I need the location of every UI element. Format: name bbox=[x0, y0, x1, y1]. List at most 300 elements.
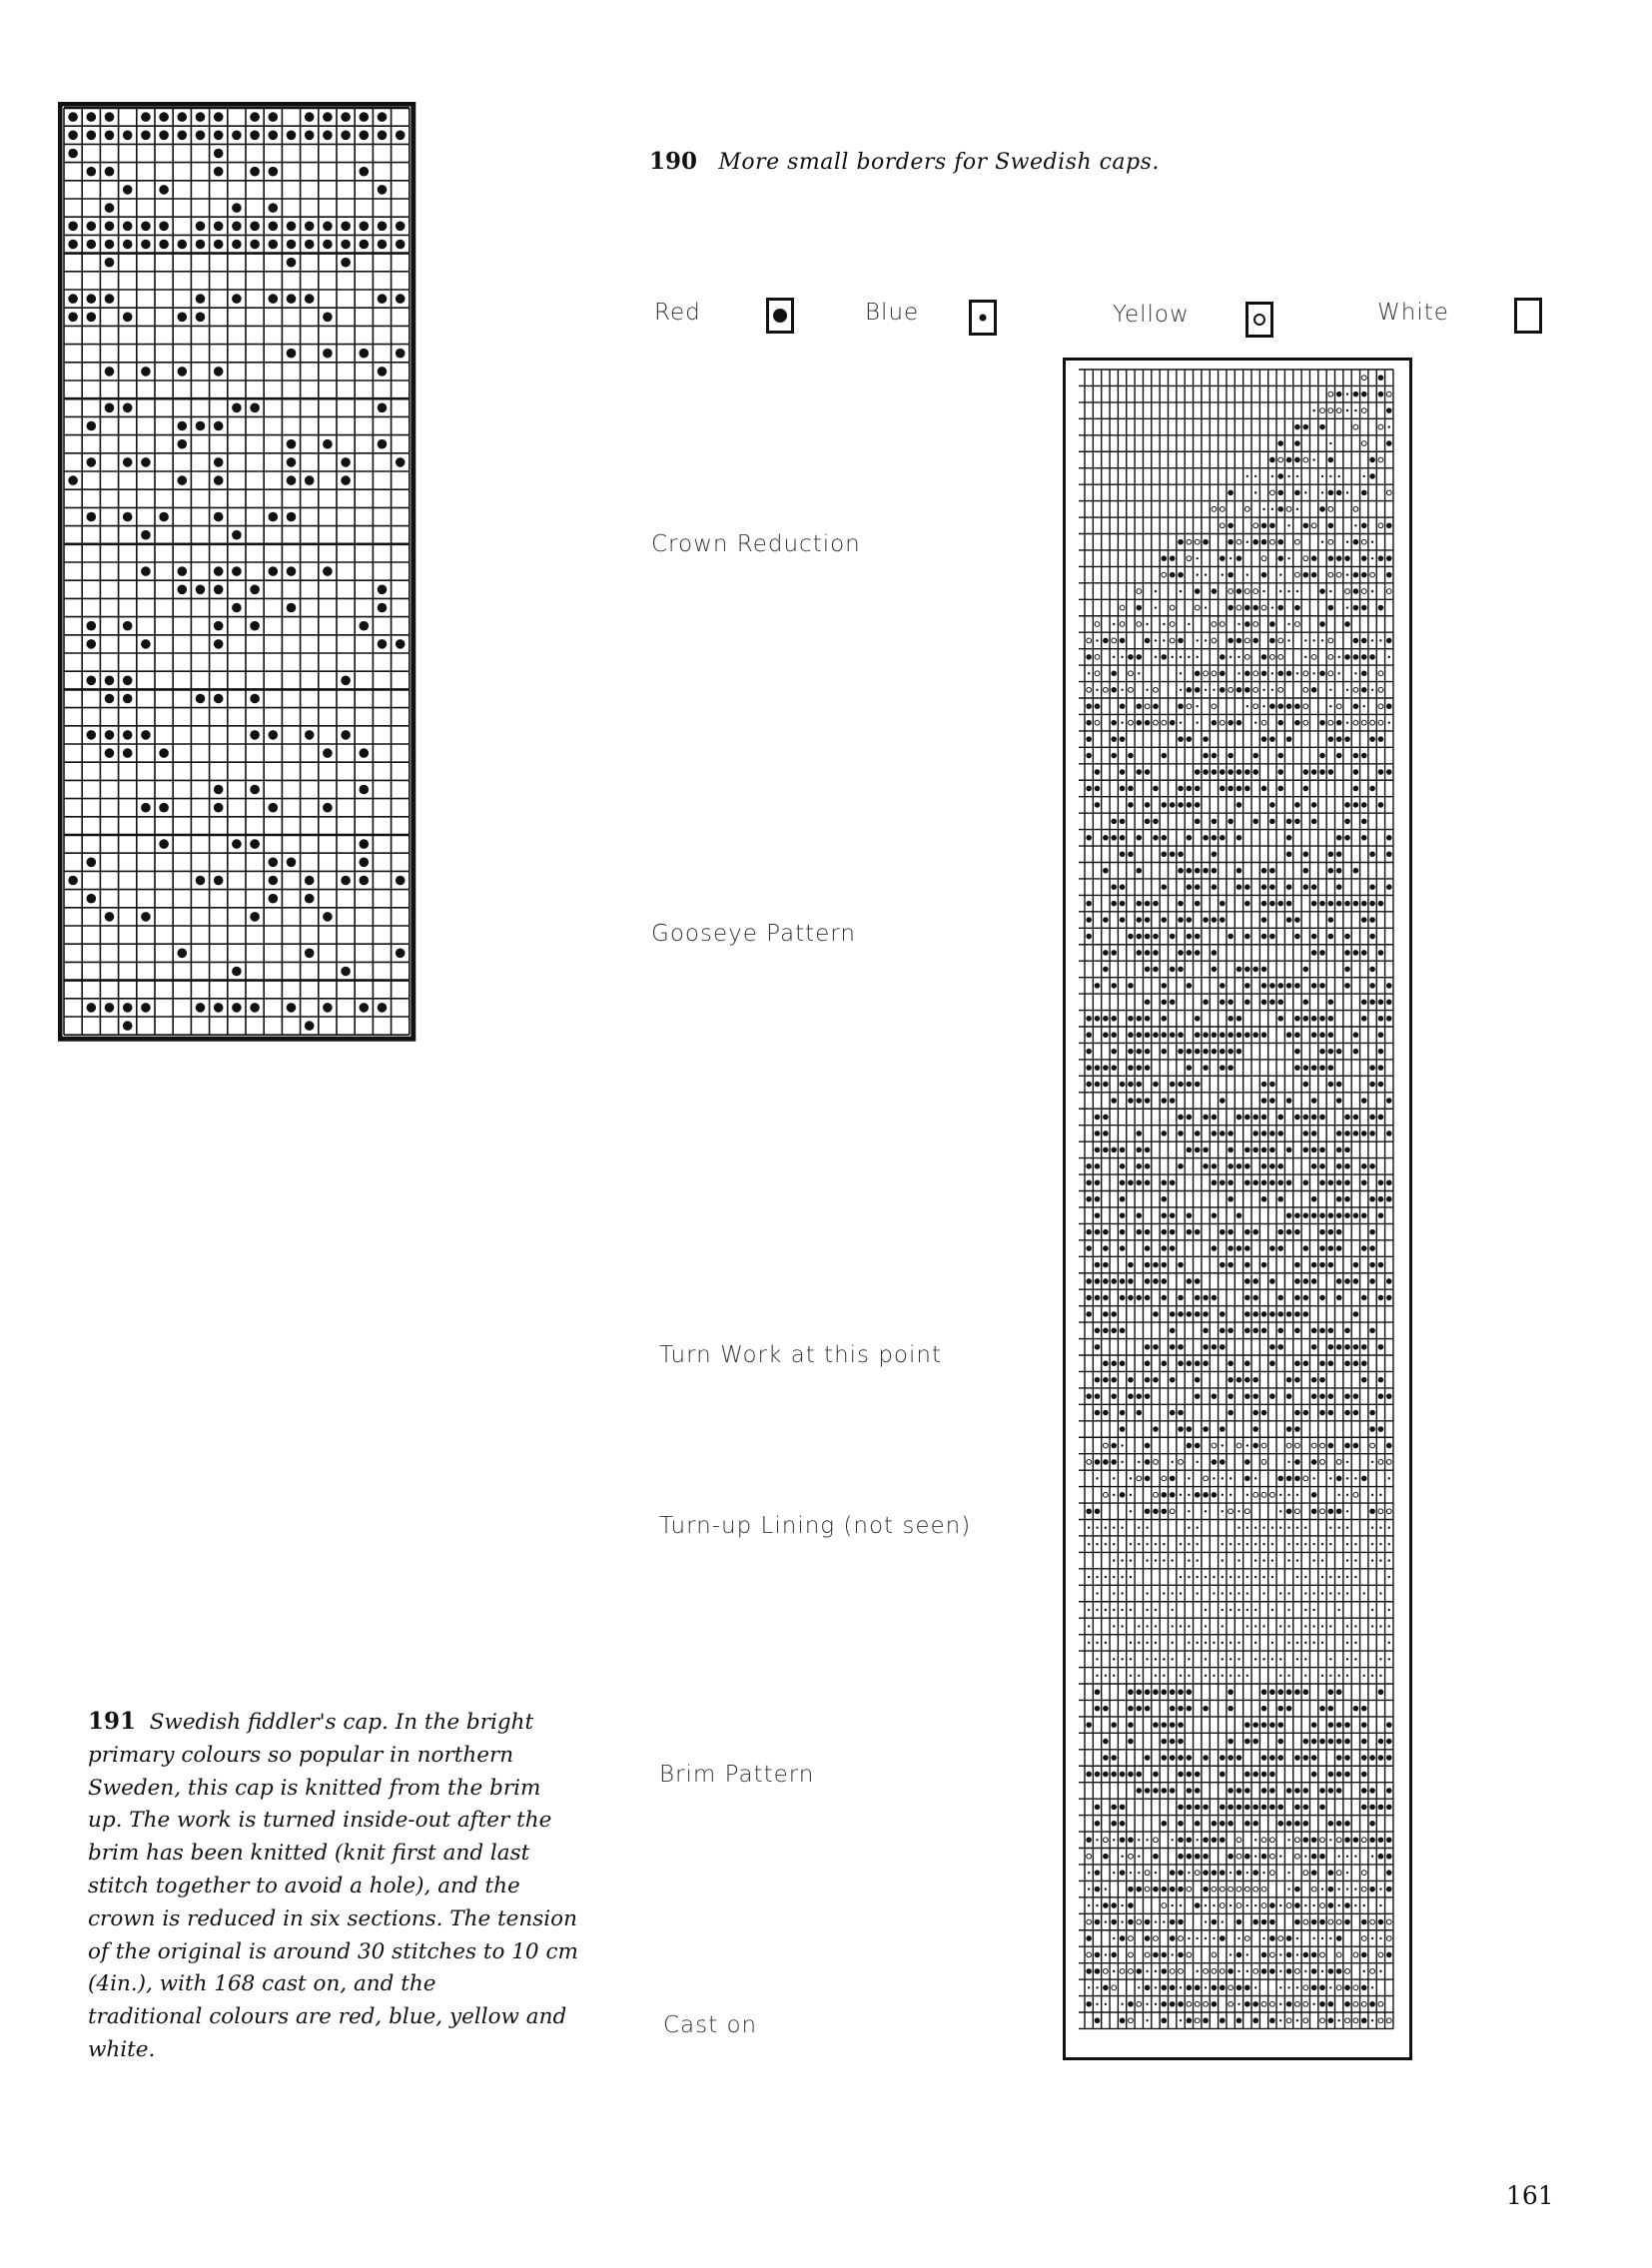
stitch-dot bbox=[1328, 1706, 1334, 1712]
stitch-dot bbox=[1336, 408, 1341, 413]
stitch-dot bbox=[1344, 802, 1350, 808]
stitch-dot bbox=[1230, 1658, 1232, 1660]
stitch-dot bbox=[1162, 555, 1168, 561]
stitch-dot bbox=[1279, 1986, 1281, 1988]
stitch-dot bbox=[1244, 605, 1250, 611]
stitch-dot bbox=[214, 167, 224, 177]
stitch-dot bbox=[1329, 475, 1331, 477]
stitch-dot bbox=[1162, 917, 1168, 923]
stitch-dot bbox=[1111, 1821, 1117, 1827]
stitch-dot bbox=[1162, 1968, 1168, 1974]
stitch-dot bbox=[1369, 1082, 1375, 1088]
stitch-dot bbox=[1244, 506, 1249, 511]
stitch-dot bbox=[1286, 884, 1292, 890]
stitch-dot bbox=[1237, 1805, 1242, 1811]
stitch-dot bbox=[1162, 884, 1168, 890]
stitch-dot bbox=[1344, 1393, 1350, 1399]
stitch-dot bbox=[1220, 1985, 1226, 1991]
stitch-dot bbox=[1369, 1163, 1375, 1169]
stitch-dot bbox=[1312, 639, 1314, 641]
stitch-dot bbox=[123, 621, 133, 631]
stitch-dot bbox=[1203, 539, 1209, 545]
stitch-dot bbox=[1321, 1937, 1323, 1939]
stitch-dot bbox=[1103, 1032, 1109, 1038]
cap-chart-right bbox=[1063, 358, 1412, 2060]
stitch-dot bbox=[1095, 1377, 1101, 1383]
stitch-dot bbox=[1128, 786, 1134, 792]
stitch-dot bbox=[1195, 2001, 1200, 2006]
stitch-dot bbox=[1096, 1904, 1098, 1906]
stitch-dot bbox=[1145, 1935, 1151, 1941]
stitch-dot bbox=[1294, 1328, 1300, 1334]
stitch-dot bbox=[1212, 967, 1218, 973]
stitch-dot bbox=[1336, 1476, 1342, 1482]
stitch-dot bbox=[1378, 2001, 1383, 2006]
stitch-dot bbox=[1095, 622, 1100, 627]
stitch-dot bbox=[1361, 835, 1367, 841]
stitch-dot bbox=[1269, 1393, 1275, 1399]
stitch-dot bbox=[1128, 1837, 1134, 1843]
stitch-dot bbox=[1237, 1952, 1242, 1958]
stitch-dot bbox=[269, 876, 279, 886]
stitch-dot bbox=[1386, 1131, 1392, 1136]
stitch-dot bbox=[1136, 1179, 1142, 1185]
stitch-dot bbox=[87, 457, 97, 467]
stitch-dot bbox=[1154, 1492, 1159, 1497]
stitch-dot bbox=[1180, 1904, 1182, 1906]
stitch-dot bbox=[1146, 1658, 1148, 1660]
stitch-dot bbox=[1246, 1953, 1248, 1955]
stitch-dot bbox=[1103, 1854, 1109, 1860]
stitch-dot bbox=[178, 566, 188, 576]
stitch-dot bbox=[1361, 1706, 1367, 1712]
stitch-dot bbox=[1103, 1229, 1109, 1235]
stitch-dot bbox=[1113, 1494, 1115, 1496]
stitch-dot bbox=[250, 1003, 260, 1013]
stitch-dot bbox=[1103, 917, 1109, 923]
stitch-dot bbox=[1128, 1032, 1134, 1038]
stitch-dot bbox=[287, 131, 297, 141]
stitch-dot bbox=[1303, 704, 1308, 709]
stitch-dot bbox=[68, 313, 78, 323]
stitch-dot bbox=[1388, 1625, 1390, 1627]
stitch-dot bbox=[178, 240, 188, 250]
stitch-dot bbox=[1153, 1082, 1159, 1088]
stitch-dot bbox=[1262, 590, 1264, 592]
stitch-dot bbox=[1129, 1968, 1134, 1973]
stitch-dot bbox=[1180, 1675, 1182, 1677]
stitch-dot bbox=[1136, 1163, 1142, 1169]
stitch-dot bbox=[1096, 1986, 1098, 1988]
stitch-dot bbox=[1336, 1739, 1342, 1745]
stitch-dot bbox=[1386, 1870, 1392, 1876]
stitch-dot bbox=[1321, 1576, 1323, 1578]
stitch-dot bbox=[1328, 539, 1333, 544]
stitch-dot bbox=[1261, 1838, 1266, 1843]
stitch-dot bbox=[1187, 786, 1193, 792]
stitch-dot bbox=[1179, 1460, 1184, 1465]
stitch-dot bbox=[1187, 539, 1192, 544]
stitch-dot bbox=[1129, 2018, 1134, 2023]
stitch-dot bbox=[1095, 1278, 1101, 1284]
stitch-dot bbox=[1253, 687, 1258, 692]
stitch-dot bbox=[1261, 1262, 1267, 1268]
stitch-dot bbox=[1378, 1344, 1384, 1350]
stitch-dot bbox=[1113, 1675, 1115, 1677]
stitch-dot bbox=[1302, 1131, 1308, 1136]
stitch-dot bbox=[1346, 1559, 1348, 1561]
border-chart-left bbox=[58, 102, 417, 1046]
stitch-dot bbox=[1261, 983, 1267, 989]
stitch-dot bbox=[1386, 1016, 1392, 1022]
stitch-dot bbox=[1286, 1229, 1292, 1235]
stitch-dot bbox=[1113, 1559, 1115, 1561]
stitch-dot bbox=[1328, 671, 1333, 676]
stitch-dot bbox=[1320, 1509, 1325, 1514]
stitch-dot bbox=[1244, 1278, 1250, 1284]
stitch-dot bbox=[1312, 1642, 1314, 1644]
stitch-dot bbox=[105, 367, 115, 377]
stitch-dot bbox=[1111, 1919, 1117, 1925]
stitch-dot bbox=[141, 530, 151, 540]
stitch-dot bbox=[1121, 1658, 1123, 1660]
stitch-dot bbox=[1120, 1163, 1126, 1169]
stitch-dot bbox=[1103, 1410, 1109, 1416]
stitch-dot bbox=[1145, 1443, 1151, 1449]
stitch-dot bbox=[1178, 1887, 1184, 1892]
stitch-dot bbox=[1238, 623, 1239, 625]
stitch-dot bbox=[1369, 1508, 1375, 1514]
stitch-dot bbox=[1386, 1854, 1392, 1860]
stitch-dot bbox=[1261, 868, 1267, 874]
stitch-dot bbox=[1095, 1459, 1101, 1465]
stitch-dot bbox=[1162, 1098, 1168, 1104]
stitch-dot bbox=[1371, 1675, 1373, 1677]
stitch-dot bbox=[1130, 1642, 1132, 1644]
stitch-dot bbox=[1244, 1295, 1250, 1301]
stitch-dot bbox=[1262, 705, 1264, 707]
stitch-dot bbox=[1204, 671, 1209, 676]
stitch-dot bbox=[1252, 1919, 1258, 1925]
stitch-dot bbox=[1136, 1393, 1142, 1399]
stitch-dot bbox=[1178, 1163, 1184, 1169]
stitch-dot bbox=[1311, 1508, 1317, 1514]
stitch-dot bbox=[1086, 720, 1092, 726]
stitch-dot bbox=[1120, 1410, 1126, 1416]
stitch-dot bbox=[1311, 1377, 1317, 1383]
stitch-dot bbox=[1344, 1360, 1350, 1366]
stitch-dot bbox=[1336, 736, 1342, 742]
stitch-dot bbox=[1237, 720, 1242, 726]
stitch-dot bbox=[1312, 1592, 1314, 1594]
stitch-dot bbox=[269, 240, 279, 250]
stitch-dot bbox=[1312, 1609, 1314, 1611]
stitch-dot bbox=[269, 294, 279, 304]
stitch-dot bbox=[1195, 786, 1201, 792]
stitch-dot bbox=[1237, 835, 1242, 841]
stitch-dot bbox=[1336, 1098, 1342, 1104]
stitch-dot bbox=[1361, 1295, 1367, 1301]
stitch-dot bbox=[1128, 983, 1134, 989]
stitch-dot bbox=[1277, 720, 1283, 726]
stitch-dot bbox=[1163, 1559, 1165, 1561]
stitch-dot bbox=[1113, 1477, 1115, 1479]
stitch-dot bbox=[1287, 524, 1289, 526]
stitch-dot bbox=[1261, 1755, 1267, 1761]
stitch-dot bbox=[105, 112, 115, 122]
stitch-dot bbox=[1369, 901, 1375, 907]
stitch-dot bbox=[1294, 1788, 1300, 1794]
stitch-dot bbox=[1361, 1131, 1367, 1136]
stitch-dot bbox=[360, 112, 370, 122]
stitch-dot bbox=[1328, 1229, 1334, 1235]
stitch-dot bbox=[1244, 2001, 1250, 2007]
stitch-dot bbox=[1086, 2001, 1092, 2007]
stitch-dot bbox=[1120, 1196, 1126, 1202]
stitch-dot bbox=[1230, 1609, 1232, 1611]
stitch-dot bbox=[1237, 1245, 1242, 1251]
stitch-dot bbox=[1113, 656, 1115, 658]
stitch-dot bbox=[250, 167, 260, 177]
stitch-dot bbox=[1136, 1295, 1142, 1301]
stitch-dot bbox=[1353, 2018, 1358, 2023]
stitch-dot bbox=[396, 131, 406, 141]
stitch-dot bbox=[1103, 1295, 1109, 1301]
stitch-dot bbox=[1153, 1722, 1159, 1728]
stitch-dot bbox=[1302, 884, 1308, 890]
stitch-dot bbox=[1136, 1212, 1142, 1218]
stitch-dot bbox=[1103, 950, 1109, 956]
stitch-dot bbox=[178, 313, 188, 323]
stitch-dot bbox=[68, 475, 78, 485]
stitch-dot bbox=[1346, 1872, 1348, 1874]
stitch-dot bbox=[1120, 1328, 1126, 1334]
stitch-dot bbox=[1386, 440, 1392, 446]
stitch-dot bbox=[1361, 638, 1367, 644]
stitch-dot bbox=[1369, 851, 1375, 857]
stitch-dot bbox=[1353, 2001, 1358, 2006]
stitch-dot bbox=[1153, 835, 1159, 841]
stitch-dot bbox=[1378, 901, 1384, 907]
stitch-dot bbox=[1155, 1872, 1157, 1874]
stitch-dot bbox=[178, 131, 188, 141]
stitch-dot bbox=[1378, 1082, 1384, 1088]
stitch-dot bbox=[1111, 1772, 1117, 1778]
stitch-dot bbox=[1153, 1788, 1159, 1794]
stitch-dot bbox=[1162, 1476, 1167, 1481]
stitch-dot bbox=[1162, 1049, 1168, 1055]
stitch-dot bbox=[1286, 457, 1292, 463]
stitch-dot bbox=[1319, 1016, 1325, 1022]
stitch-dot bbox=[1228, 1821, 1234, 1827]
stitch-dot bbox=[1344, 1410, 1350, 1416]
stitch-dot bbox=[1096, 1477, 1098, 1479]
stitch-dot bbox=[1163, 623, 1165, 625]
stitch-dot bbox=[1261, 901, 1267, 907]
stitch-dot bbox=[1128, 1295, 1134, 1301]
stitch-dot bbox=[1346, 1675, 1348, 1677]
stitch-dot bbox=[1187, 868, 1193, 874]
stitch-dot bbox=[1145, 1245, 1151, 1251]
stitch-dot bbox=[1378, 736, 1384, 742]
stitch-dot bbox=[1128, 1706, 1134, 1712]
stitch-dot bbox=[1329, 1543, 1331, 1545]
stitch-dot bbox=[1244, 1328, 1250, 1334]
stitch-dot bbox=[1271, 672, 1273, 674]
stitch-dot bbox=[1378, 1919, 1384, 1925]
stitch-dot bbox=[1388, 1477, 1390, 1479]
stitch-dot bbox=[1145, 1476, 1151, 1482]
stitch-dot bbox=[1162, 1245, 1168, 1251]
stitch-dot bbox=[1128, 1082, 1134, 1088]
stitch-dot bbox=[1319, 720, 1325, 726]
stitch-dot bbox=[1246, 1609, 1248, 1611]
stitch-dot bbox=[1137, 1919, 1142, 1924]
stitch-dot bbox=[1138, 1527, 1140, 1529]
stitch-dot bbox=[378, 240, 388, 250]
stitch-dot bbox=[1252, 1805, 1258, 1811]
stitch-dot bbox=[1153, 1854, 1159, 1860]
stitch-dot bbox=[1136, 1229, 1142, 1235]
stitch-dot bbox=[1129, 1936, 1134, 1941]
stitch-dot bbox=[123, 694, 133, 704]
stitch-dot bbox=[1361, 1887, 1366, 1891]
stitch-dot bbox=[1287, 623, 1289, 625]
stitch-dot bbox=[1228, 1788, 1234, 1794]
stitch-dot bbox=[1361, 490, 1367, 496]
stitch-dot bbox=[1195, 1311, 1201, 1317]
stitch-dot bbox=[123, 730, 133, 740]
stitch-dot bbox=[1328, 605, 1334, 611]
stitch-dot bbox=[323, 803, 333, 813]
stitch-dot bbox=[1269, 1854, 1274, 1859]
stitch-dot bbox=[1378, 1196, 1384, 1202]
stitch-dot bbox=[1195, 1902, 1201, 1908]
stitch-dot bbox=[1353, 1262, 1359, 1268]
stitch-dot bbox=[1337, 1609, 1339, 1611]
stitch-dot bbox=[1212, 1131, 1218, 1136]
stitch-dot bbox=[1244, 1311, 1250, 1317]
stitch-dot bbox=[1286, 1788, 1292, 1794]
stitch-dot bbox=[1195, 1772, 1201, 1778]
stitch-dot bbox=[1353, 1706, 1359, 1712]
stitch-dot bbox=[1279, 590, 1281, 592]
stitch-dot bbox=[1220, 671, 1226, 677]
stitch-dot bbox=[1238, 656, 1239, 658]
stitch-dot bbox=[1195, 1443, 1201, 1449]
stitch-dot bbox=[1303, 1985, 1308, 1990]
stitch-dot bbox=[287, 294, 297, 304]
stitch-dot bbox=[1269, 1838, 1274, 1843]
stitch-dot bbox=[1222, 1592, 1224, 1594]
stitch-dot bbox=[378, 1003, 388, 1013]
stitch-dot bbox=[1361, 1476, 1367, 1482]
stitch-dot bbox=[1328, 769, 1334, 775]
stitch-dot bbox=[1095, 2017, 1101, 2023]
stitch-dot bbox=[105, 748, 115, 758]
stitch-dot bbox=[1328, 1082, 1334, 1088]
stitch-dot bbox=[1111, 1902, 1117, 1908]
stitch-dot bbox=[1145, 1360, 1151, 1366]
stitch-dot bbox=[1228, 1131, 1234, 1136]
stitch-dot bbox=[1261, 917, 1267, 923]
stitch-dot bbox=[1346, 1888, 1348, 1890]
stitch-dot bbox=[341, 240, 351, 250]
stitch-dot bbox=[1269, 1492, 1274, 1497]
stitch-dot bbox=[1328, 1065, 1334, 1071]
stitch-dot bbox=[1246, 1444, 1248, 1446]
stitch-dot bbox=[1188, 623, 1190, 625]
stitch-dot bbox=[1095, 1952, 1101, 1958]
stitch-dot bbox=[1203, 1492, 1209, 1498]
stitch-dot bbox=[1228, 490, 1234, 496]
stitch-dot bbox=[1386, 1722, 1392, 1728]
stitch-dot bbox=[1386, 589, 1391, 594]
stitch-dot bbox=[1369, 1196, 1375, 1202]
stitch-dot bbox=[1252, 753, 1258, 759]
stitch-dot bbox=[1195, 671, 1201, 677]
stitch-dot bbox=[1220, 1000, 1226, 1006]
stitch-dot bbox=[1212, 506, 1217, 511]
stitch-dot bbox=[1212, 1049, 1218, 1055]
stitch-dot bbox=[1296, 1642, 1298, 1644]
stitch-dot bbox=[1204, 1476, 1209, 1481]
stitch-dot bbox=[1095, 1805, 1101, 1811]
stitch-dot bbox=[1302, 1410, 1308, 1416]
stitch-dot bbox=[1220, 1065, 1226, 1071]
stitch-dot bbox=[123, 512, 133, 522]
stitch-dot bbox=[214, 785, 224, 795]
stitch-dot bbox=[1344, 901, 1350, 907]
stitch-dot bbox=[1344, 1328, 1350, 1334]
stitch-dot bbox=[1120, 1805, 1126, 1811]
stitch-dot bbox=[1178, 786, 1184, 792]
stitch-dot bbox=[1386, 851, 1392, 857]
stitch-dot bbox=[1187, 1115, 1193, 1121]
stitch-dot bbox=[196, 1003, 206, 1013]
stitch-dot bbox=[1311, 1952, 1317, 1958]
stitch-dot bbox=[1212, 704, 1217, 709]
stitch-dot bbox=[1228, 1854, 1234, 1860]
stitch-dot bbox=[1369, 736, 1375, 742]
stitch-dot bbox=[1361, 539, 1366, 544]
stitch-dot bbox=[1238, 1970, 1239, 1972]
stitch-dot bbox=[1228, 605, 1234, 611]
stitch-dot bbox=[1146, 2003, 1148, 2005]
stitch-dot bbox=[287, 439, 297, 449]
stitch-dot bbox=[1369, 917, 1375, 923]
stitch-dot bbox=[1111, 901, 1117, 907]
stitch-dot bbox=[1296, 1543, 1298, 1545]
stitch-dot bbox=[1244, 1000, 1250, 1006]
stitch-dot bbox=[1336, 1049, 1342, 1055]
stitch-dot bbox=[1294, 1887, 1300, 1892]
stitch-dot bbox=[1336, 1460, 1341, 1465]
stitch-dot bbox=[1228, 1196, 1234, 1202]
stitch-dot bbox=[1195, 1278, 1201, 1284]
figure-191-caption bbox=[88, 1706, 607, 2067]
stitch-dot bbox=[1244, 786, 1250, 792]
stitch-dot bbox=[1262, 1625, 1264, 1627]
stitch-dot bbox=[1388, 721, 1390, 723]
stitch-dot bbox=[1361, 1245, 1367, 1251]
stitch-dot bbox=[1253, 589, 1258, 594]
stitch-dot bbox=[1222, 573, 1224, 575]
stitch-dot bbox=[1111, 1722, 1117, 1728]
stitch-dot bbox=[1180, 1543, 1182, 1545]
stitch-dot bbox=[1321, 639, 1323, 641]
stitch-dot bbox=[1222, 1658, 1224, 1660]
